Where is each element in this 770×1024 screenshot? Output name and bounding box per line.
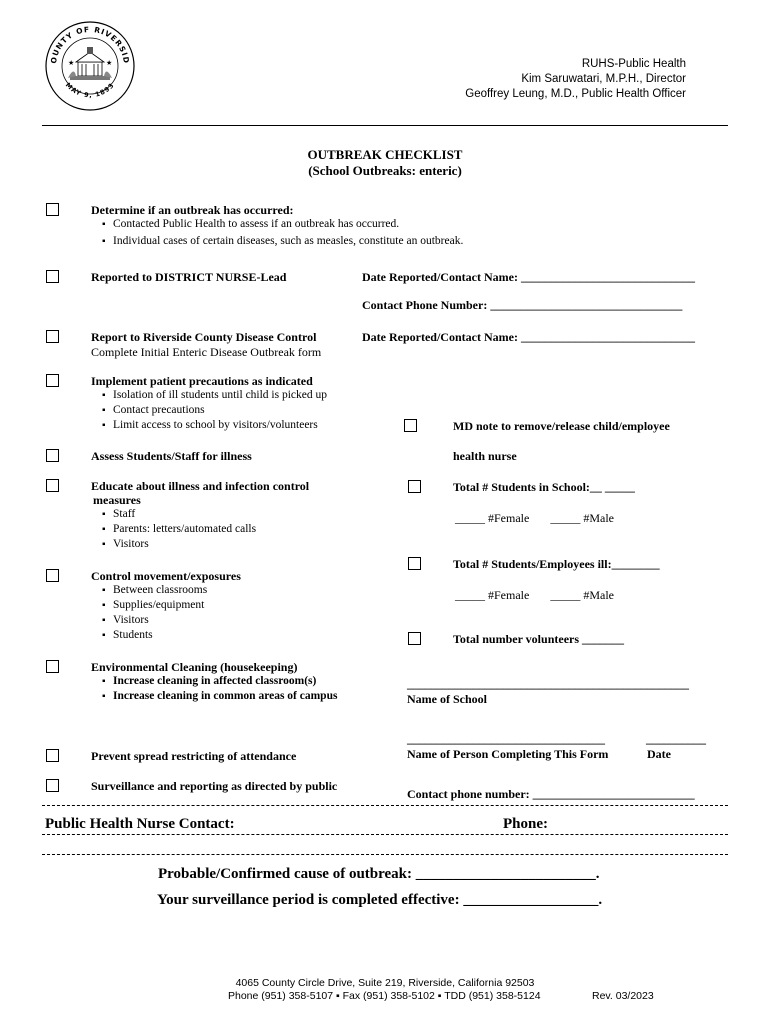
nurse-phone-label: Phone: [503,816,548,832]
list-item: ▪ Increase cleaning in common areas of campus [102,690,337,702]
header-health-officer: Geoffrey Leung, M.D., Public Health Officer [465,88,686,100]
list-item: ▪ Parents: letters/automated calls [102,523,256,535]
divider [42,834,728,835]
prevent-spread-heading: Prevent spread restricting of attendance [91,749,297,763]
list-item: ▪ Isolation of ill students until child is picked up [102,389,327,401]
educate-heading: Educate about illness and infection control [91,479,310,493]
page-title: OUTBREAK CHECKLIST [307,147,463,162]
page-subtitle: (School Outbreaks: enteric) [308,163,462,178]
list-item: ▪ Staff [102,508,135,520]
total-volunteers-field[interactable]: Total number volunteers _______ [453,632,625,646]
patient-precautions-heading: Implement patient precautions as indicated [91,374,313,388]
environmental-cleaning-heading: Environmental Cleaning (housekeeping) [91,660,298,674]
list-item: ▪ Visitors [102,538,149,550]
contact-phone-number-field[interactable]: Contact phone number: ___________________________ [407,787,695,801]
school-name-label: Name of School [407,692,487,706]
date-reported-field-2[interactable]: Date Reported/Contact Name: _____________________________ [362,330,695,344]
person-name-label: Name of Person Completing This Form [407,747,609,761]
svg-text:MAY 9, 1893: MAY 9, 1893 [63,81,117,100]
list-item: ▪ Contacted Public Health to assess if an outbreak has occurred. [102,218,399,230]
checkbox-assess-students[interactable] [46,449,59,462]
list-item: ▪ Students [102,629,153,641]
date-line[interactable]: __________ [646,732,706,746]
reported-district-nurse-heading: Reported to DISTRICT NURSE-Lead [91,270,287,284]
contact-phone-field[interactable]: Contact Phone Number: ________________________________ [362,298,683,312]
header-org: RUHS-Public Health [581,58,686,70]
list-item: ▪ Supplies/equipment [102,599,204,611]
list-item: ▪ Between classrooms [102,584,207,596]
checkbox-report-disease-control[interactable] [46,330,59,343]
footer-address: 4065 County Circle Drive, Suite 219, Riverside, California 92503 [235,977,535,989]
md-note-label-cont: health nurse [453,449,517,463]
total-ill-field[interactable]: Total # Students/Employees ill:________ [453,557,660,571]
determine-outbreak-heading: Determine if an outbreak has occurred: [91,203,294,217]
date-reported-field-1[interactable]: Date Reported/Contact Name: _____________________________ [362,270,695,284]
surveillance-period-field[interactable]: Your surveillance period is completed effective: __________________. [157,892,603,908]
checkbox-total-volunteers[interactable] [408,632,421,645]
md-note-label: MD note to remove/release child/employee [453,419,670,433]
educate-heading-cont: measures [93,493,141,507]
students-gender-field[interactable]: _____ #Female _____ #Male [455,511,614,525]
footer-contact: Phone (951) 358-5107 ▪ Fax (951) 358-5102 ▪ TDD (951) 358-5124 [228,990,541,1002]
list-item: ▪ Limit access to school by visitors/volunteers [102,419,318,431]
checkbox-patient-precautions[interactable] [46,374,59,387]
checkbox-total-ill[interactable] [408,557,421,570]
ill-gender-field[interactable]: _____ #Female _____ #Male [455,588,614,602]
report-disease-control-sub: Complete Initial Enteric Disease Outbreak form [91,345,322,359]
list-item: ▪ Contact precautions [102,404,205,416]
person-name-line[interactable]: _________________________________ [407,732,605,746]
checkbox-environmental-cleaning[interactable] [46,660,59,673]
checkbox-determine-outbreak[interactable] [46,203,59,216]
header-director: Kim Saruwatari, M.P.H., Director [521,73,686,85]
svg-text:COUNTY OF RIVERSIDE: OUNTY OF RIVERSID [48,24,132,65]
checkbox-surveillance[interactable] [46,779,59,792]
divider [42,805,728,806]
checkbox-md-note[interactable] [404,419,417,432]
nurse-contact-label: Public Health Nurse Contact: [45,816,235,832]
header-divider [42,125,728,126]
school-name-line[interactable]: _______________________________________________ [407,677,689,691]
total-students-field[interactable]: Total # Students in School:__ _____ [453,480,635,494]
checkbox-prevent-spread[interactable] [46,749,59,762]
list-item: ▪ Individual cases of certain diseases, such as measles, constitute an outbreak. [102,235,463,247]
list-item: ▪ Increase cleaning in affected classroom(s) [102,675,316,687]
checkbox-reported-district-nurse[interactable] [46,270,59,283]
footer-revision: Rev. 03/2023 [592,990,654,1002]
date-label: Date [647,747,671,761]
county-seal [44,20,136,112]
assess-students-heading: Assess Students/Staff for illness [91,449,252,463]
checkbox-educate[interactable] [46,479,59,492]
svg-text:★: ★ [106,59,113,67]
divider [42,854,728,855]
list-item: ▪ Visitors [102,614,149,626]
probable-cause-field[interactable]: Probable/Confirmed cause of outbreak: ________________________. [158,866,600,882]
checkbox-total-students[interactable] [408,480,421,493]
surveillance-heading: Surveillance and reporting as directed by public [91,779,338,793]
report-disease-control-heading: Report to Riverside County Disease Control [91,330,317,344]
checkbox-control-movement[interactable] [46,569,59,582]
svg-text:★: ★ [68,59,75,67]
control-movement-heading: Control movement/exposures [91,569,241,583]
